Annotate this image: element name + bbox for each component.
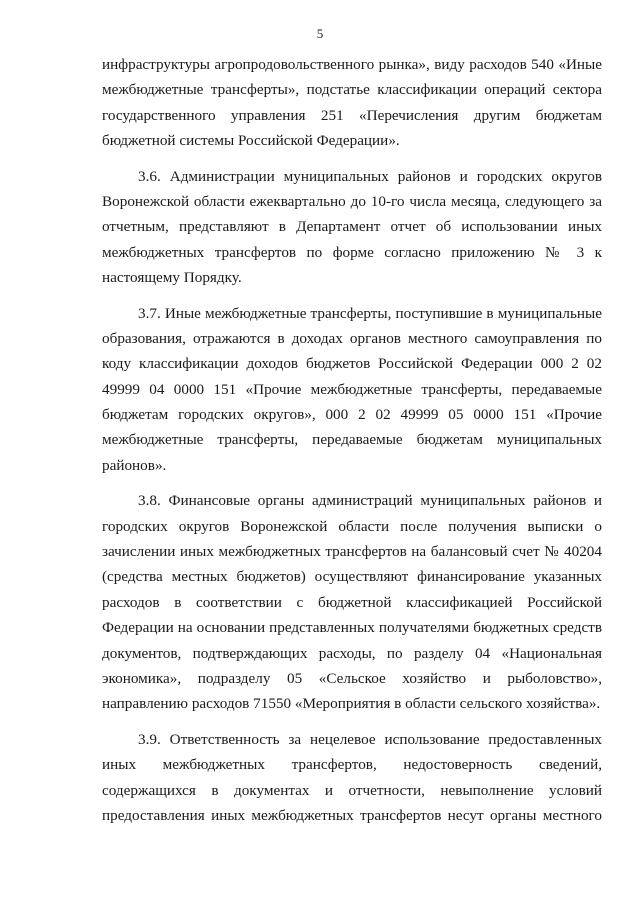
paragraph-3-8 <box>102 488 602 717</box>
text-line: образования, отражаются в доходах органов местного самоуправления по <box>102 329 602 347</box>
text-line: инфраструктуры агропродовольственного рынка», виду расходов 540 «Иные <box>102 56 602 73</box>
text-line: государственного управления 251 «Перечисления другим бюджетам <box>102 106 602 124</box>
text-line: экономика», подразделу 05 «Сельское хозяйство и рыболовство», <box>102 669 602 687</box>
text-line: 3.6. Администрации муниципальных районов и городских округов <box>138 167 602 185</box>
page-number: 5 <box>316 26 324 41</box>
paragraph-3-5-continuation <box>102 52 602 154</box>
text-line: иных межбюджетных трансфертов, недостоверность сведений, <box>102 756 602 774</box>
text-line: бюджетам городских округов», 000 2 02 49999 05 0000 151 «Прочие <box>102 406 602 424</box>
document-body <box>102 52 602 836</box>
text-line: коду классификации доходов бюджетов Российской Федерации 000 2 02 <box>102 355 602 373</box>
paragraph-3-6 <box>102 164 602 291</box>
paragraph-3-7 <box>102 301 602 479</box>
text-line: содержащихся в документах и отчетности, невыполнение условий <box>102 781 602 799</box>
text-line: межбюджетных трансфертов по форме согласно приложению № 3 к <box>102 243 602 261</box>
text-line: документов, подтверждающих расходы, по разделу 04 «Национальная <box>102 644 602 662</box>
text-line: зачислении иных межбюджетных трансфертов на балансовый счет № 40204 <box>102 543 602 561</box>
text-line: бюджетной системы Российской Федерации». <box>102 132 400 150</box>
text-line: 3.7. Иные межбюджетные трансферты, поступившие в муниципальные <box>138 304 602 322</box>
text-line: 3.8. Финансовые органы администраций муниципальных районов и <box>138 492 602 510</box>
text-line: межбюджетные трансферты, передаваемые бюджетам муниципальных <box>102 431 602 449</box>
text-line: отчетным, представляют в Департамент отчет об использовании иных <box>102 218 602 236</box>
text-line: направлению расходов 71550 «Мероприятия в области сельского хозяйства». <box>102 695 601 713</box>
text-line: настоящему Порядку. <box>102 269 242 287</box>
text-line: межбюджетные трансферты», подстатье классификации операций сектора <box>102 81 602 99</box>
text-line: предоставления иных межбюджетных трансфертов несут органы местного <box>102 806 602 824</box>
text-line: расходов в соответствии с бюджетной классификацией Российской <box>102 593 602 611</box>
text-line: Федерации на основании представленных получателями бюджетных средств <box>102 619 602 637</box>
text-line: городских округов Воронежской области после получения выписки о <box>102 517 602 535</box>
text-line: Воронежской области ежеквартально до 10-го числа месяца, следующего за <box>102 192 602 210</box>
text-line: (средства местных бюджетов) осуществляют финансирование указанных <box>102 568 602 586</box>
text-line: 49999 04 0000 151 «Прочие межбюджетные трансферты, передаваемые <box>102 380 602 398</box>
paragraph-3-9 <box>102 727 602 829</box>
text-line: 3.9. Ответственность за нецелевое использование предоставленных <box>138 730 602 748</box>
text-line: районов». <box>102 456 167 474</box>
